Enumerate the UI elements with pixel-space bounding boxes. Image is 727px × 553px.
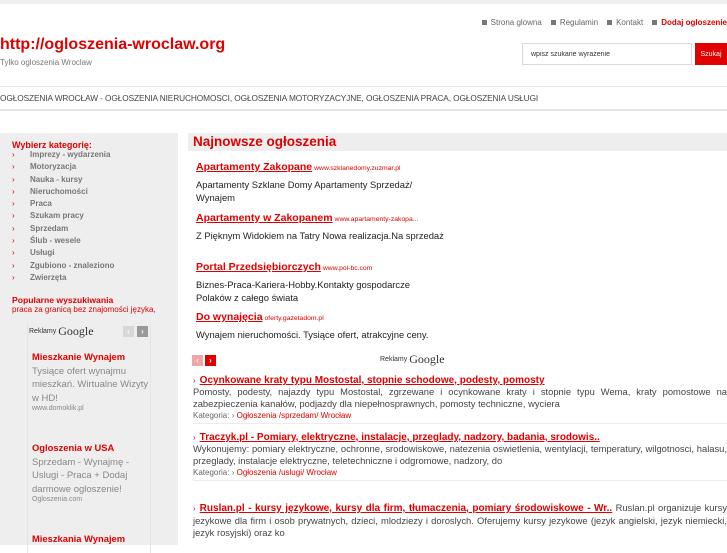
ad-url[interactable]: www.apartamenty-zakopa...	[334, 216, 419, 223]
ad-title[interactable]: Apartamenty Zakopane	[196, 161, 313, 173]
ad-title[interactable]: Apartamenty w Zakopanem	[196, 212, 333, 224]
category-label: Zgubiono - znaleziono	[30, 260, 115, 270]
ad-title[interactable]: Ogloszenia w USA	[32, 442, 115, 453]
category-item[interactable]	[12, 273, 178, 285]
chevron-right-icon: ›	[12, 162, 15, 172]
category-label: Imprezy - wydarzenia	[30, 150, 111, 159]
listing-description: Wykonujemy: pomiary elektryczne, ochronne, srodowiskowe, natezenia oswietlenia, wentylacji, temperatury, wilgotnosci, halasu, przeglady, instalacje elektryczne, teletechniczne i odgromowe, nadzory, do	[193, 443, 727, 466]
chevron-right-icon: ›	[12, 272, 15, 282]
ad-url[interactable]: oferty.gazetadom.pl	[264, 315, 324, 322]
nav-add-ad-label: Dodaj ogloszenie	[661, 18, 727, 27]
ad-url[interactable]: Ogloszenia.com	[32, 495, 83, 503]
bullet-icon	[652, 20, 657, 25]
sidebar-title: Wybierz kategorię:	[12, 140, 92, 150]
nav-add-ad[interactable]	[652, 18, 727, 27]
category-list	[12, 150, 178, 285]
chevron-right-icon: ›	[12, 186, 15, 196]
search-input[interactable]	[522, 43, 692, 65]
main-heading: Najnowsze ogłoszenia	[188, 133, 727, 151]
ads-label: Reklamy	[29, 328, 57, 335]
listing-description: Pomosty, podesty, najazdy typu Mostostal, zgrzewane i ocynkowane kraty i stopnie typu Wema, kraty pomostowe na zabezpieczenia kanałów, podjazdy dla niepełnosprawnych, pomosty techniczne, wyciera	[193, 386, 727, 409]
ad-description: Sprzedam - Wynajmę - Uslugi - Praca + Dodaj darmowe ogloszenie!	[32, 457, 130, 495]
ad-description: Apartamenty Szklane Domy Apartamenty Sprzedaż/ Wynajem	[196, 179, 413, 203]
divider	[193, 480, 727, 481]
sidebar-ad[interactable]	[32, 351, 150, 412]
listing-item	[193, 502, 727, 539]
category-item[interactable]	[12, 150, 178, 162]
ad-title[interactable]: Portal Przedsiębiorczych	[196, 261, 321, 273]
category-label: Kategoria: ›	[193, 468, 235, 477]
listing-title[interactable]: Ruslan.pl - kursy językowe, kursy dla firm, tłumaczenia, pomiary środowiskowe - Wr..	[199, 503, 613, 514]
bullet-icon	[551, 20, 556, 25]
chevron-right-icon: ›	[12, 248, 15, 258]
text-ad[interactable]	[196, 208, 446, 242]
sidebar-ad[interactable]	[32, 442, 150, 503]
main-content	[188, 133, 727, 340]
popular-searches-title: Popularne wyszukiwania	[12, 295, 114, 306]
category-item[interactable]	[12, 175, 178, 187]
bullet-icon	[607, 20, 612, 25]
category-item[interactable]	[12, 248, 178, 260]
text-ad[interactable]	[196, 257, 446, 304]
divider	[193, 423, 727, 424]
category-item[interactable]	[12, 261, 178, 273]
ad-description: Tysiące ofert wynajmu mieszkań. Wirtualne Wizyty w HD!	[32, 366, 149, 404]
category-label: Sprzedam	[30, 223, 69, 233]
ads-header	[380, 352, 445, 367]
chevron-right-icon: ›	[193, 376, 196, 385]
top-strip	[0, 0, 727, 4]
category-label: Motoryzacja	[30, 162, 77, 172]
category-item[interactable]	[12, 236, 178, 248]
chevron-left-icon[interactable]: ‹	[192, 355, 203, 366]
category-item[interactable]	[12, 224, 178, 236]
category-label: Nieruchomości	[30, 186, 88, 196]
category-link[interactable]: Ogłoszenia /uslugi/ Wrocław	[236, 468, 337, 477]
category-label: Szukam pracy	[30, 211, 84, 221]
category-label: Kategoria: ›	[193, 411, 235, 420]
listing-title[interactable]: Ocynkowane kraty typu Mostostal, stopnie schodowe, podesty, pomosty	[199, 375, 545, 386]
ad-description: Wynajem nieruchomości. Tysiące ofert, atrakcyjne ceny.	[196, 329, 429, 340]
listing-item	[193, 375, 727, 424]
category-bar: OGŁOSZENIA WROCŁAW - OGŁOSZENIA NIERUCHOMOSCI, OGŁOSZENIA MOTORYZACYJNE, OGŁOSZENIA PRACA, OGŁOSZENIA USŁUGI	[0, 86, 727, 111]
chevron-right-icon: ›	[193, 504, 196, 513]
category-label: Praca	[30, 199, 52, 209]
ad-description: Z Pięknym Widokiem na Tatry Nowa realizacja.Na sprzedaż	[196, 230, 444, 241]
listing-description: Ruslan.pl organizuje kursy jezykowe dla firm i osob prywatnych, dzieci, mlodziezy i doroslych. Oferujemy kursy jezykowe (jezyk angielski, jezyk niemiecki, jezyk rosyjski) oraz ko	[193, 502, 727, 538]
search-button[interactable]: Szukaj	[695, 43, 727, 65]
chevron-right-icon: ›	[12, 211, 15, 221]
chevron-right-icon[interactable]: ›	[205, 355, 216, 366]
bullet-icon	[482, 20, 487, 25]
ad-url[interactable]: www.pol-bc.com	[322, 265, 373, 272]
sidebar	[0, 133, 178, 545]
sidebar-ad[interactable]	[32, 533, 150, 544]
ad-title[interactable]: Mieszkanie Wynajem	[32, 351, 126, 362]
category-item[interactable]	[12, 199, 178, 211]
sidebar-ad-box	[27, 323, 151, 553]
popular-search-link[interactable]: praca za granicą bez znajomości języka,	[12, 305, 156, 315]
listing-item	[193, 432, 727, 481]
category-label: Nauka - kursy	[30, 174, 83, 184]
chevron-right-icon: ›	[12, 236, 15, 246]
category-link[interactable]: Ogłoszenia /sprzedam/ Wrocław	[236, 411, 352, 420]
ad-description: Biznes-Praca-Kariera-Hobby.Kontakty gospodarcze Polaków z całego świata	[196, 279, 410, 303]
category-label: Usługi	[30, 248, 55, 258]
listing-title[interactable]: Traczyk.pl - Pomiary, elektryczne, instalacje, przeglady, nadzory, badania, srodowis..	[199, 432, 600, 443]
text-ad[interactable]	[196, 157, 446, 204]
text-ad[interactable]	[196, 307, 446, 341]
chevron-right-icon: ›	[12, 174, 15, 184]
nav-contact-label: Kontakt	[616, 18, 644, 27]
ad-url[interactable]: www.domoklik.pl	[32, 404, 84, 412]
top-navigation	[482, 18, 727, 27]
chevron-left-icon[interactable]: ‹	[123, 326, 134, 337]
ad-url[interactable]: www.szklanedomy.zuzmar.pl	[314, 165, 401, 172]
nav-home[interactable]	[482, 18, 542, 27]
chevron-right-icon: ›	[12, 260, 15, 270]
google-logo[interactable]: Google	[58, 324, 94, 338]
ad-title[interactable]: Mieszkania Wynajem	[32, 533, 126, 544]
google-logo[interactable]: Google	[409, 352, 445, 366]
category-label: Ślub - wesele	[30, 236, 81, 246]
nav-rules-label: Regulamin	[559, 18, 599, 27]
category-item[interactable]	[12, 187, 178, 199]
nav-home-label: Strona glowna	[490, 18, 542, 27]
site-subtitle: Tylko ogloszenia Wroclaw	[0, 58, 92, 67]
category-item[interactable]	[12, 211, 178, 223]
chevron-right-icon[interactable]: ›	[137, 326, 148, 337]
ads-label: Reklamy	[380, 356, 408, 363]
nav-contact[interactable]	[607, 18, 643, 27]
category-label: Zwierzęta	[30, 272, 67, 282]
category-item[interactable]	[12, 162, 178, 174]
nav-rules[interactable]	[551, 18, 598, 27]
chevron-right-icon: ›	[12, 223, 15, 233]
chevron-right-icon: ›	[12, 199, 15, 209]
chevron-right-icon: ›	[193, 433, 196, 442]
site-title[interactable]: http://ogloszenia-wroclaw.org	[0, 36, 226, 53]
chevron-right-icon: ›	[12, 150, 15, 159]
ad-title[interactable]: Do wynajęcia	[196, 311, 263, 323]
